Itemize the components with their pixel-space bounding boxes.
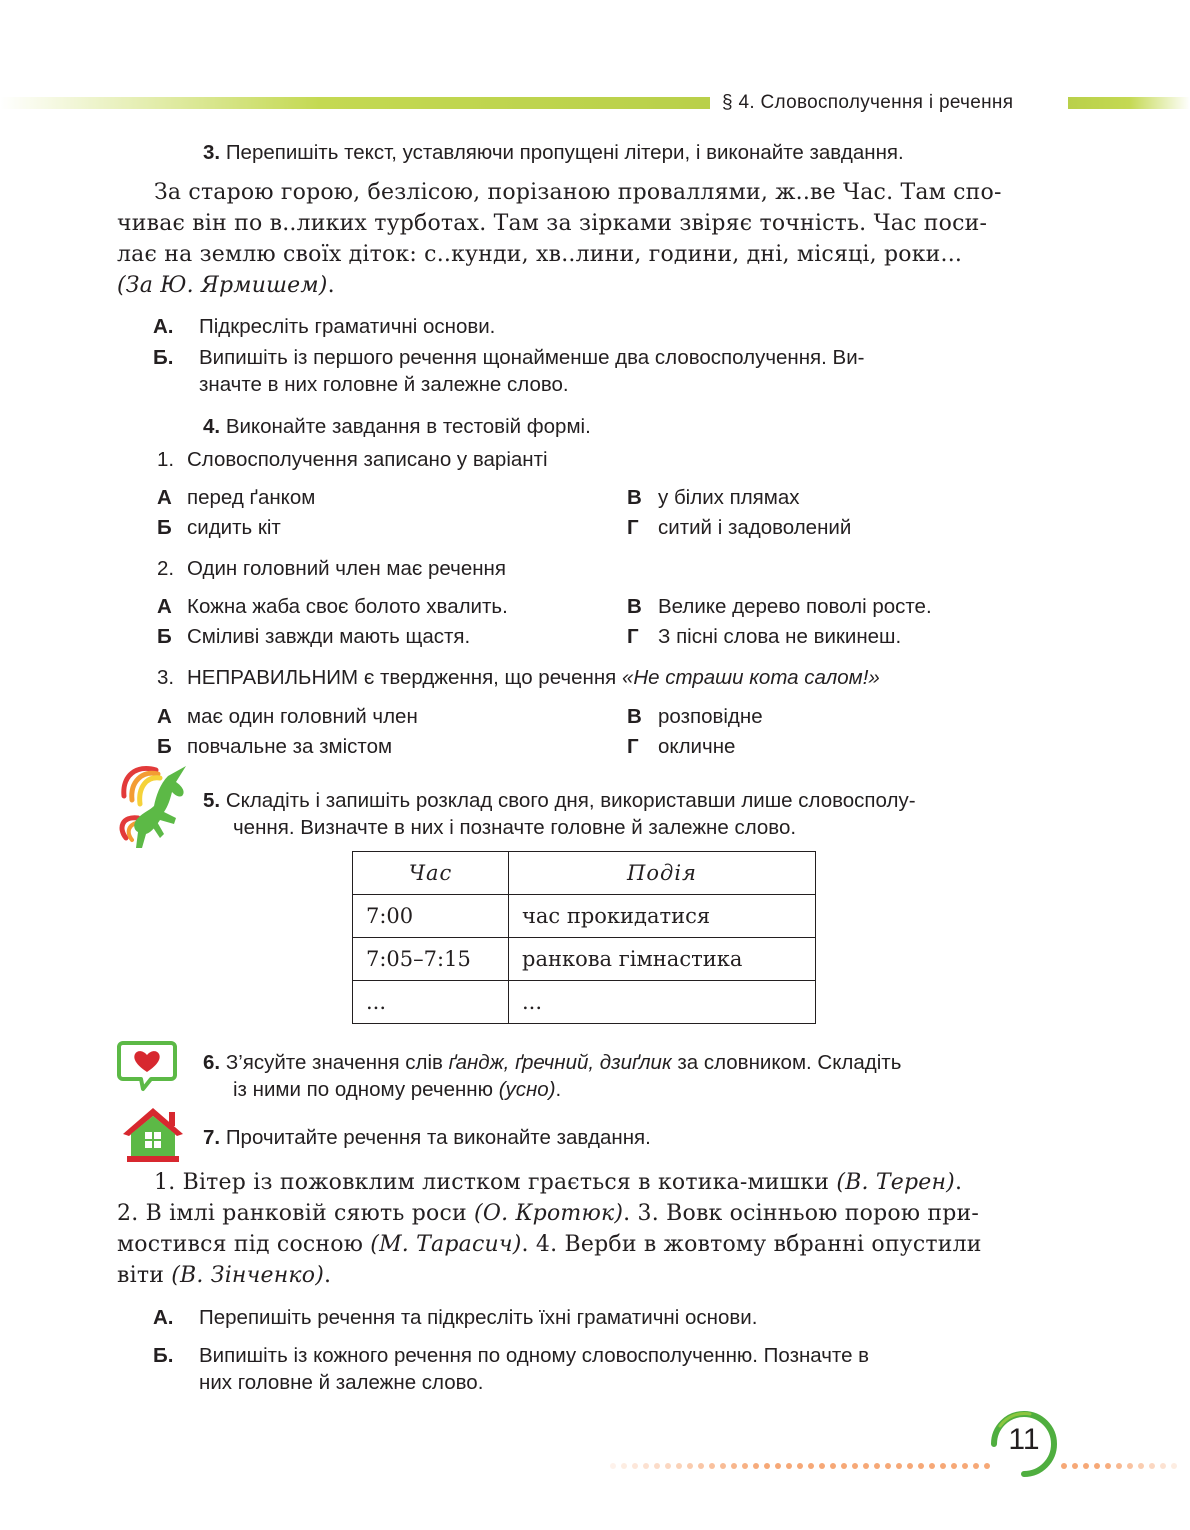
question-text: Один головний член має речення <box>187 557 506 580</box>
footer-dot <box>874 1463 880 1469</box>
subtask-label: А. <box>153 1306 174 1329</box>
option-text: З пісні слова не викинеш. <box>658 625 902 648</box>
table-header-cell: Подія <box>509 852 816 895</box>
footer-dot <box>918 1463 924 1469</box>
task-4-heading <box>203 413 591 440</box>
sentence-text: 2. В імлі ранковій сяють роси <box>117 1201 475 1226</box>
table-cell: 7:00 <box>353 895 509 938</box>
table-cell: 7:05–7:15 <box>353 938 509 981</box>
task-3-subtask-a <box>153 313 495 340</box>
footer-dot <box>819 1463 825 1469</box>
footer-dot <box>643 1463 649 1469</box>
option-letter: В <box>627 486 642 509</box>
footer-dot <box>929 1463 935 1469</box>
heart-speech-bubble-icon <box>117 1040 177 1092</box>
task-instruction: Перепишіть текст, уставляючи пропущені літери, і виконайте завдання. <box>225 141 904 164</box>
answer-option[interactable] <box>157 733 392 760</box>
task-instruction: за словником. Складіть <box>671 1051 902 1074</box>
option-text: розповідне <box>658 705 763 728</box>
footer-dot <box>742 1463 748 1469</box>
subtask-label: Б. <box>153 346 174 369</box>
task-instruction: чення. Визначте в них і позначте головне й залежне слово. <box>233 816 797 839</box>
task-instruction: із ними по одному реченню <box>233 1078 499 1101</box>
header-band-right <box>1068 97 1190 109</box>
option-text: у білих плямах <box>658 486 800 509</box>
question-number: 1. <box>157 448 175 471</box>
test-question <box>157 446 548 473</box>
option-letter: Г <box>627 625 639 648</box>
question-number: 3. <box>157 666 175 689</box>
task-number: 7. <box>203 1126 221 1149</box>
footer-dot <box>786 1463 792 1469</box>
table-header-cell: Час <box>353 852 509 895</box>
option-letter: Г <box>627 735 639 758</box>
page-number: 11 <box>1008 1423 1040 1456</box>
option-letter: А <box>157 486 172 509</box>
footer-dot <box>654 1463 660 1469</box>
footer-dot <box>1138 1463 1144 1469</box>
answer-option[interactable] <box>157 484 315 511</box>
unicorn-icon <box>116 762 200 852</box>
sentence-text: віти <box>117 1263 172 1288</box>
table-cell: ранкова гімнастика <box>509 938 816 981</box>
option-letter: А <box>157 705 172 728</box>
option-letter: В <box>627 595 642 618</box>
punctuation: . <box>327 273 335 298</box>
answer-option[interactable] <box>627 733 735 760</box>
footer-dot <box>775 1463 781 1469</box>
footer-dot <box>973 1463 979 1469</box>
subtask-text: них головне й залежне слово. <box>199 1371 484 1394</box>
sentence-text: 1. Вітер із пожовклим листком грається в котика-мишки <box>154 1170 837 1195</box>
sentence-text: . 3. Вовк осінньою порою при- <box>623 1201 980 1226</box>
option-text: перед ґанком <box>187 486 316 509</box>
test-question <box>157 555 506 582</box>
task-3-heading <box>203 139 904 166</box>
footer-dot <box>632 1463 638 1469</box>
dictionary-words: ґандж, ґречний, дзиґлик <box>448 1051 672 1074</box>
option-text: має один головний член <box>187 705 418 728</box>
answer-option[interactable] <box>157 623 470 650</box>
footer-dot <box>676 1463 682 1469</box>
footer-dot <box>1160 1463 1166 1469</box>
table-cell: ... <box>353 981 509 1024</box>
footer-dot <box>1083 1463 1089 1469</box>
footer-dot <box>1149 1463 1155 1469</box>
question-quote: «Не страши кота салом!» <box>621 666 880 689</box>
footer-dot <box>841 1463 847 1469</box>
task-instruction: Прочитайте речення та виконайте завдання. <box>225 1126 651 1149</box>
footer-dot <box>753 1463 759 1469</box>
task-instruction: Складіть і запишіть розклад свого дня, використавши лише словосполу- <box>225 789 916 812</box>
option-letter: Б <box>157 625 172 648</box>
table-row <box>353 981 816 1024</box>
answer-option[interactable] <box>627 593 932 620</box>
subtask-text: Випишіть із першого речення щонайменше два словосполучення. Ви- <box>199 346 865 369</box>
option-letter: Б <box>157 516 172 539</box>
task-7-heading <box>203 1124 651 1151</box>
schedule-table <box>352 851 816 1024</box>
footer-dot <box>1094 1463 1100 1469</box>
punctuation: . <box>323 1263 332 1288</box>
task-7-subtask-a <box>153 1304 757 1331</box>
text-line: чиває він по в..ликих турботах. Там за зірками звіряє точність. Час поси- <box>117 211 988 236</box>
question-text: НЕПРАВИЛЬНИМ є твердження, що речення <box>187 666 622 689</box>
footer-dot <box>698 1463 704 1469</box>
question-number: 2. <box>157 557 175 580</box>
text-line: лає на землю своїх діток: с..кунди, хв..лини, години, дні, місяці, роки... <box>117 242 963 267</box>
footer-dot <box>797 1463 803 1469</box>
task-3-subtask-b <box>153 344 864 398</box>
option-text: сидить кіт <box>187 516 281 539</box>
task-7-sentences <box>117 1167 1057 1291</box>
punctuation: . <box>954 1170 963 1195</box>
table-row <box>353 895 816 938</box>
subtask-label: Б. <box>153 1344 174 1367</box>
answer-option[interactable] <box>157 593 508 620</box>
table-header-row <box>353 852 816 895</box>
footer-dot <box>1171 1463 1177 1469</box>
task-number: 6. <box>203 1051 221 1074</box>
punctuation: . <box>555 1078 562 1101</box>
footer-dot <box>863 1463 869 1469</box>
table-cell: ... <box>509 981 816 1024</box>
question-text: Словосполучення записано у варіанті <box>187 448 548 471</box>
task-5-heading <box>203 787 916 841</box>
sentence-text: мостився під сосною <box>117 1232 371 1257</box>
option-text: повчальне за змістом <box>187 735 393 758</box>
option-text: Велике дерево поволі росте. <box>658 595 932 618</box>
task-6-heading <box>203 1049 901 1103</box>
subtask-label: А. <box>153 315 174 338</box>
footer-dot <box>1127 1463 1133 1469</box>
test-question <box>157 664 880 691</box>
task-number: 4. <box>203 415 221 438</box>
footer-dot <box>1116 1463 1122 1469</box>
footer-dot <box>764 1463 770 1469</box>
footer-dot <box>852 1463 858 1469</box>
source-author: (О. Кротюк) <box>474 1201 624 1226</box>
text-line: За старою горою, безлісою, порізаною проваллями, ж..ве Час. Там спо- <box>154 180 1002 205</box>
answer-option[interactable] <box>627 703 763 730</box>
footer-dot <box>951 1463 957 1469</box>
option-text: Кожна жаба своє болото хвалить. <box>187 595 508 618</box>
answer-option[interactable] <box>627 623 901 650</box>
source-author: (В. Терен) <box>836 1170 955 1195</box>
footer-dot <box>808 1463 814 1469</box>
footer-dot <box>1072 1463 1078 1469</box>
source-author: (В. Зінченко) <box>171 1263 324 1288</box>
footer-dot <box>709 1463 715 1469</box>
task-3-text <box>117 177 1057 301</box>
footer-dot <box>830 1463 836 1469</box>
footer-dot <box>940 1463 946 1469</box>
subtask-text: Підкресліть граматичні основи. <box>199 315 496 338</box>
house-icon <box>119 1106 187 1164</box>
option-letter: Г <box>627 516 639 539</box>
task-7-subtask-b <box>153 1342 869 1396</box>
option-letter: Б <box>157 735 172 758</box>
subtask-text: значте в них головне й залежне слово. <box>199 373 569 396</box>
footer-dot <box>1105 1463 1111 1469</box>
footer-dot <box>962 1463 968 1469</box>
footer-dot <box>720 1463 726 1469</box>
footer-dot <box>687 1463 693 1469</box>
footer-dot <box>896 1463 902 1469</box>
footer-dot <box>621 1463 627 1469</box>
option-letter: А <box>157 595 172 618</box>
option-text: окличне <box>658 735 736 758</box>
table-cell: час прокидатися <box>509 895 816 938</box>
subtask-text: Перепишіть речення та підкресліть їхні граматичні основи. <box>199 1306 758 1329</box>
task-number: 3. <box>203 141 221 164</box>
header-band-left <box>0 97 710 109</box>
option-text: Сміливі завжди мають щастя. <box>187 625 471 648</box>
footer-dot <box>665 1463 671 1469</box>
footer-dot <box>907 1463 913 1469</box>
answer-option[interactable] <box>627 514 851 541</box>
source-author: (М. Тарасич) <box>370 1232 522 1257</box>
footer-dot <box>610 1463 616 1469</box>
answer-option[interactable] <box>627 484 800 511</box>
option-text: ситий і задоволений <box>658 516 852 539</box>
table-row <box>353 938 816 981</box>
task-number: 5. <box>203 789 221 812</box>
section-title: § 4. Словосполучення і речення <box>722 92 1014 113</box>
answer-option[interactable] <box>157 703 418 730</box>
task-instruction: З’ясуйте значення слів <box>225 1051 449 1074</box>
footer-dot <box>885 1463 891 1469</box>
option-letter: В <box>627 705 642 728</box>
subtask-text: Випишіть із кожного речення по одному словосполученню. Позначте в <box>199 1344 870 1367</box>
answer-option[interactable] <box>157 514 281 541</box>
sentence-text: . 4. Верби в жовтому вбранні опустили <box>521 1232 982 1257</box>
footer-dot <box>731 1463 737 1469</box>
task-instruction: Виконайте завдання в тестовій формі. <box>225 415 591 438</box>
task-note: (усно) <box>498 1078 556 1101</box>
source-author: (За Ю. Ярмишем) <box>117 273 328 298</box>
